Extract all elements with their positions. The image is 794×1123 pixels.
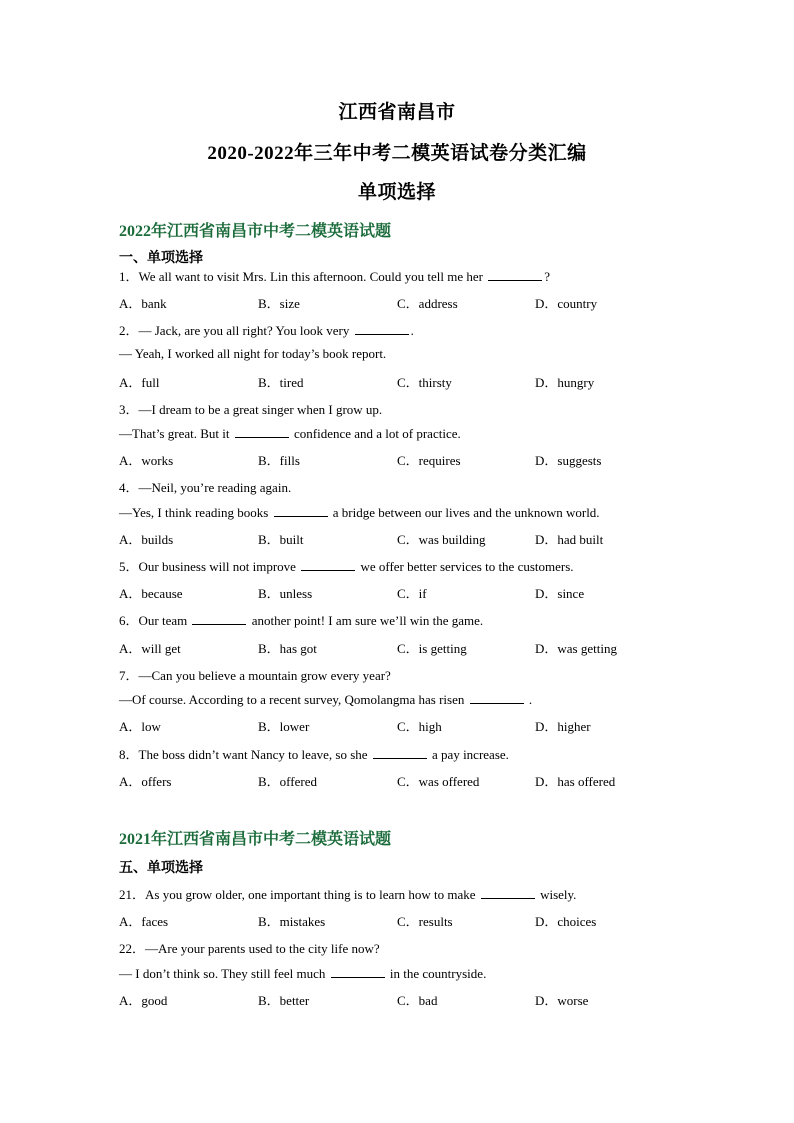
- question-text-tail: in the countryside.: [386, 966, 487, 981]
- question-text: 7．—Can you believe a mountain grow every year?: [119, 668, 391, 683]
- answer-blank: [488, 268, 542, 281]
- answer-option: A．because: [119, 586, 183, 601]
- answer-option: A．works: [119, 453, 174, 468]
- part-heading: 一、单项选择: [119, 251, 203, 266]
- question-line: [119, 477, 291, 496]
- question-line: [119, 744, 509, 763]
- answer-option: B．offered: [258, 774, 317, 789]
- answer-option: B．tired: [258, 375, 304, 390]
- answer-option: B．unless: [258, 586, 313, 601]
- answer-option: C．bad: [397, 993, 438, 1008]
- answer-option: B．mistakes: [258, 914, 326, 929]
- answer-option: C．high: [397, 719, 442, 734]
- answer-option: B．lower: [258, 719, 310, 734]
- answer-option: C．was offered: [397, 774, 480, 789]
- answer-option: A．low: [119, 719, 161, 734]
- question-line: [119, 504, 600, 521]
- answer-option: B．built: [258, 532, 304, 547]
- answer-option: D．since: [535, 586, 585, 601]
- answer-blank: [235, 425, 289, 438]
- answer-blank: [301, 558, 355, 571]
- question-text-tail: .: [410, 323, 414, 338]
- question-text: —Of course. According to a recent survey, Qomolangma has risen: [119, 692, 468, 707]
- answer-option: A．faces: [119, 914, 169, 929]
- answer-option: A．full: [119, 375, 160, 390]
- question-line: [119, 556, 574, 575]
- answer-option: D．choices: [535, 914, 597, 929]
- answer-option: D．higher: [535, 719, 591, 734]
- answer-blank: [331, 965, 385, 978]
- question-text: 3．—I dream to be a great singer when I grow up.: [119, 402, 383, 417]
- question-text: 5．Our business will not improve: [119, 559, 300, 574]
- question-text-tail: ?: [544, 269, 551, 284]
- answer-option: D．had built: [535, 532, 604, 547]
- answer-option: B．fills: [258, 453, 300, 468]
- answer-option: B．size: [258, 296, 300, 311]
- question-text: 2．— Jack, are you all right? You look very: [119, 323, 353, 338]
- answer-blank: [274, 504, 328, 517]
- question-text: 1．We all want to visit Mrs. Lin this afternoon. Could you tell me her: [119, 269, 487, 284]
- answer-blank: [481, 886, 535, 899]
- question-text-tail: we offer better services to the customers.: [357, 559, 574, 574]
- doc-title-topic: 单项选择: [357, 182, 436, 203]
- question-text: — Yeah, I worked all night for today’s book report.: [119, 346, 387, 361]
- answer-option: D．country: [535, 296, 598, 311]
- answer-option: C．if: [397, 586, 427, 601]
- answer-option: C．requires: [397, 453, 461, 468]
- answer-blank: [355, 322, 409, 335]
- answer-option: C．thirsty: [397, 375, 452, 390]
- question-line: [119, 266, 550, 285]
- question-text: 6．Our team: [119, 613, 191, 628]
- question-line: [119, 965, 486, 982]
- answer-option: A．builds: [119, 532, 174, 547]
- question-line: [119, 884, 576, 903]
- doc-title-region: 江西省南昌市: [338, 102, 456, 123]
- question-text: —That’s great. But it: [119, 426, 233, 441]
- answer-option: A．will get: [119, 641, 181, 656]
- answer-option: A．bank: [119, 296, 167, 311]
- question-line: [119, 346, 386, 362]
- question-line: [119, 938, 380, 957]
- question-text: 21．As you grow older, one important thing is to learn how to make: [119, 887, 479, 902]
- answer-option: D．worse: [535, 993, 589, 1008]
- question-text: —Yes, I think reading books: [119, 505, 272, 520]
- answer-option: D．was getting: [535, 641, 617, 656]
- answer-option: A．offers: [119, 774, 172, 789]
- answer-blank: [192, 612, 246, 625]
- question-text: 4．—Neil, you’re reading again.: [119, 480, 292, 495]
- answer-blank: [373, 746, 427, 759]
- answer-option: C．is getting: [397, 641, 467, 656]
- question-line: [119, 320, 414, 339]
- answer-option: C．results: [397, 914, 453, 929]
- answer-option: B．has got: [258, 641, 317, 656]
- answer-blank: [470, 691, 524, 704]
- question-text-tail: .: [525, 692, 533, 707]
- question-line: [119, 665, 391, 684]
- part-heading: 五、单项选择: [119, 861, 203, 876]
- question-line: [119, 399, 382, 418]
- answer-option: D．suggests: [535, 453, 602, 468]
- question-text: 22．—Are your parents used to the city life now?: [119, 941, 380, 956]
- answer-option: C．was building: [397, 532, 486, 547]
- section-heading: 2022年江西省南昌市中考二模英语试题: [119, 223, 392, 240]
- question-line: [119, 425, 461, 442]
- answer-option: D．hungry: [535, 375, 595, 390]
- question-text-tail: another point! I am sure we’ll win the game.: [248, 613, 484, 628]
- doc-title-main: 2020-2022年三年中考二模英语试卷分类汇编: [207, 143, 587, 164]
- section-heading: 2021年江西省南昌市中考二模英语试题: [119, 831, 392, 848]
- question-text: 8．The boss didn’t want Nancy to leave, so she: [119, 747, 371, 762]
- question-text: — I don’t think so. They still feel much: [119, 966, 329, 981]
- answer-option: C．address: [397, 296, 458, 311]
- question-text-tail: a bridge between our lives and the unknown world.: [329, 505, 600, 520]
- answer-option: A．good: [119, 993, 168, 1008]
- question-line: [119, 610, 483, 629]
- answer-option: D．has offered: [535, 774, 616, 789]
- question-text-tail: a pay increase.: [428, 747, 509, 762]
- question-text-tail: confidence and a lot of practice.: [290, 426, 461, 441]
- answer-option: B．better: [258, 993, 310, 1008]
- question-text-tail: wisely.: [536, 887, 577, 902]
- question-line: [119, 691, 532, 708]
